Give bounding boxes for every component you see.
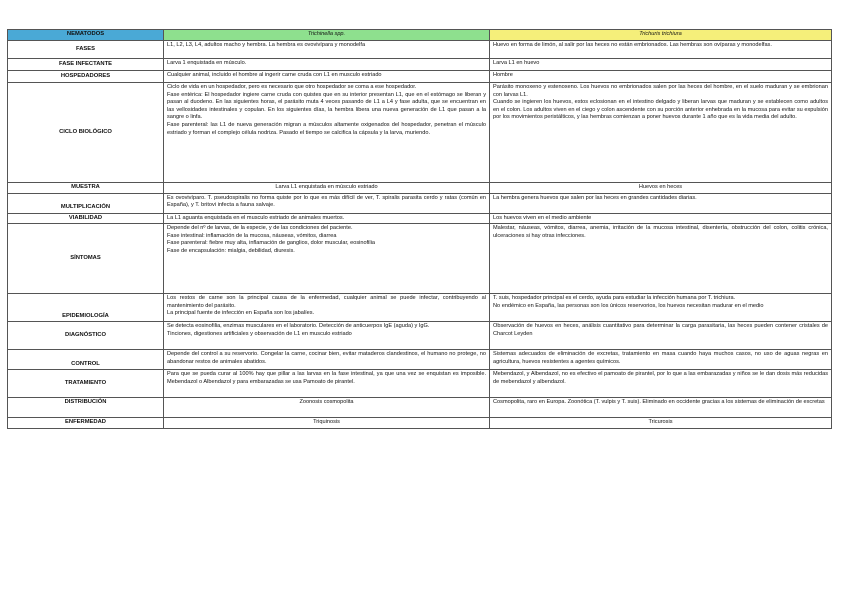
trichuris-cell: Huevos en heces <box>490 183 832 194</box>
trichuris-cell: Observación de huevos en heces, análisis cuantitativo para determinar la carga parasitaria, las heces pueden contener cristales de Charcot Leyden <box>490 322 832 350</box>
diagnosis-line: Tinciones, digestiones artificiales y observación de L1 en musculo estriado <box>167 330 352 337</box>
row-label: FASES <box>8 41 164 59</box>
header-row <box>8 30 832 41</box>
row-viabilidad <box>8 213 832 224</box>
trichinella-cell: Larva 1 enquistada en músculo. <box>164 59 490 71</box>
trichuris-cell: Mebendazol, y Albendazol, no es efectivo el pamoato de pirantel, por lo que a las embarazadas y niños se le dan dosis más reducidas de mebendazol y albendazol. <box>490 370 832 398</box>
trichinella-cell <box>164 83 490 183</box>
row-label: MULTIPLICACIÓN <box>8 193 164 213</box>
cycle-paragraph: Fase parenteral: las L1 de nueva generación migran a músculos altamente oxigenados del hospedador, penetran el músculo estriado y forman el complejo célula nodriza. Pasado el tiempo se calcifica la cápsula y la larva, muriendo. <box>167 121 486 136</box>
cycle-paragraph: Fase entérica: El hospedador ingiere carne cruda con quistes que en su interior presentan L1, que en el estómago se liberan y pasan al duodeno. En las siguientes horas, el parásito muta 4 veces pasando de L1 a L4 y fase adulta, que se encuentran en las vellosidades intestinales y copulan. En los siguientes días, la hembra libera una nueva generación de L1 que pasan a la sangre o linfa. <box>167 91 486 121</box>
trichuris-cell: Hombre <box>490 71 832 83</box>
trichinella-cell: Larva L1 enquistada en músculo estriado <box>164 183 490 194</box>
trichinella-cell: Cualquier animal, incluido el hombre al ingerir carne cruda con L1 en musculo estriado <box>164 71 490 83</box>
row-label: VIABILIDAD <box>8 213 164 224</box>
trichuris-cell: Cosmopolita, raro en Europa. Zoonótica (T. vulpis y T. suis). Eliminado en occidente gracias a los sistemas de eliminación de excretas <box>490 398 832 418</box>
row-label: MUESTRA <box>8 183 164 194</box>
row-control <box>8 350 832 370</box>
row-label: FASE INFECTANTE <box>8 59 164 71</box>
epidemiology-line: Los restos de carne son la principal causa de la enfermedad, cualquier animal se puede infectar, contribuyendo al mantenimiento del parásito. <box>167 295 486 309</box>
epidemiology-line: No endémico en España, las personas son los únicos reservorios, los huevos necesitan madurar en el medio <box>493 302 764 309</box>
trichuris-cell: Los huevos viven en el medio ambiente <box>490 213 832 224</box>
row-label: TRATAMIENTO <box>8 370 164 398</box>
row-hospedadores <box>8 71 832 83</box>
row-label: SÍNTOMAS <box>8 224 164 294</box>
row-diagnostico <box>8 322 832 350</box>
row-distribucion <box>8 398 832 418</box>
epidemiology-line: La principal fuente de infección en España son los jabalíes. <box>167 310 315 317</box>
cycle-paragraph: Ciclo de vida en un hospedador, pero es necesario que otro hospedador se coma a ese hospedador. <box>167 84 417 90</box>
row-ciclo <box>8 83 832 183</box>
row-muestra <box>8 183 832 194</box>
trichuris-cell <box>490 294 832 322</box>
trichinella-cell: Depende del control a su reservorio. Congelar la carne, cocinar bien, evitar mataderos clandestinos, el humano no protege, no abandonar restos de animales abatidos. <box>164 350 490 370</box>
cycle-paragraph: Parásito monoxeno y estenoxeno. Los huevos no embrionados salen por las heces del hombre, en el suelo maduran y se embrionan con larvas L1. <box>493 84 828 98</box>
trichinella-cell: La L1 aguanta enquistada en el musculo estriado de animales muertos. <box>164 213 490 224</box>
trichuris-cell: Huevo en forma de limón, al salir por las heces no están embrionados. Las hembras son ovíparas y monodelfas. <box>490 41 832 59</box>
cycle-paragraph: Cuando se ingieren los huevos, estos eclosionan en el intestino delgado y liberan larvas que maduran y se establecen como adultos en el colon. Los adultos viven en el ciego y colon ascendente con su porción anterior enhebrada en la mucosa para evitar su expulsión por los movimientos peristálticos, y las hembras comienzan a poner huevos durante 1 año que es la vida media del adulto. <box>493 99 828 121</box>
row-enfermedad <box>8 418 832 429</box>
header-trichinella-cell: Trichinella spp. <box>164 30 490 41</box>
trichinella-cell: Es ovovivíparo. T. pseudospiralis no forma quiste por lo que es más difícil de ver, T. spiralis parasita cerdo y ratas (común en España), y T. britovi infecta a fauna salvaje. <box>164 193 490 213</box>
row-label: ENFERMEDAD <box>8 418 164 429</box>
trichuris-cell <box>490 83 832 183</box>
trichuris-cell: Sistemas adecuados de eliminación de excretas, tratamiento en masa cuando haya muchos casos, no uso de aguas negras en agricultura, huevos resistentes a agentes químicos. <box>490 350 832 370</box>
row-label: CICLO BIOLÓGICO <box>8 83 164 183</box>
row-tratamiento <box>8 370 832 398</box>
trichinella-cell <box>164 224 490 294</box>
trichinella-cell <box>164 322 490 350</box>
trichinella-cell: L1, L2, L3, L4, adultos macho y hembra. La hembra es ovovivípara y monodelfa <box>164 41 490 59</box>
header-label-cell: NEMATODOS <box>8 30 164 41</box>
epidemiology-line: T. suis, hospedador principal es el cerdo, ayuda para estudiar la infección humana por T. trichiura. <box>493 295 736 302</box>
trichinella-cell: Triquinosis <box>164 418 490 429</box>
trichinella-cell <box>164 294 490 322</box>
trichuris-cell: Malestar, náuseas, vómitos, diarrea, anemia, irritación de la mucosa intestinal, disentería, obstrucción del colon, colitis crónica, ulceraciones si hay otras infecciones. <box>490 224 832 294</box>
trichuris-cell: Tricurosis <box>490 418 832 429</box>
row-multiplicacion <box>8 193 832 213</box>
symptom-line: Fase intestinal: inflamación de la mucosa, náuseas, vómitos, diarrea <box>167 232 337 239</box>
row-label: DIAGNÓSTICO <box>8 322 164 350</box>
trichinella-cell: Para que se pueda curar al 100% hay que pillar a las larvas en la fase intestinal, ya que una vez se enquistan es imposible. Mebendazol o Albendazol y para embarazadas se usa Pamoato de pirantel. <box>164 370 490 398</box>
header-trichuris-cell: Trichuris trichiura <box>490 30 832 41</box>
symptom-line: Depende del nº de larvas, de la especie, y de las condiciones del paciente. <box>167 225 353 232</box>
diagnosis-line: Se detecta eosinofilia, enzimas musculares en el laboratorio. Detección de anticuerpos IgE (aguda) y IgG. <box>167 323 430 330</box>
row-sintomas <box>8 224 832 294</box>
trichuris-cell: Larva L1 en huevo <box>490 59 832 71</box>
row-fase-infectante <box>8 59 832 71</box>
row-label: DISTRIBUCIÓN <box>8 398 164 418</box>
row-fases <box>8 41 832 59</box>
row-label: EPIDEMIOLOGÍA <box>8 294 164 322</box>
trichinella-cell: Zoonosis cosmopolita <box>164 398 490 418</box>
row-label: CONTROL <box>8 350 164 370</box>
nematodes-table <box>7 29 832 429</box>
symptom-line: Fase parenteral: fiebre muy alta, inflamación de ganglios, dolor muscular, eosinofilia <box>167 240 376 247</box>
row-epidemiologia <box>8 294 832 322</box>
trichuris-cell: La hembra genera huevos que salen por las heces en grandes cantidades diarias. <box>490 193 832 213</box>
comparison-sheet <box>7 29 831 429</box>
symptom-line: Fase de encapsulación: mialgia, debilidad, diuresis. <box>167 247 295 254</box>
row-label: HOSPEDADORES <box>8 71 164 83</box>
